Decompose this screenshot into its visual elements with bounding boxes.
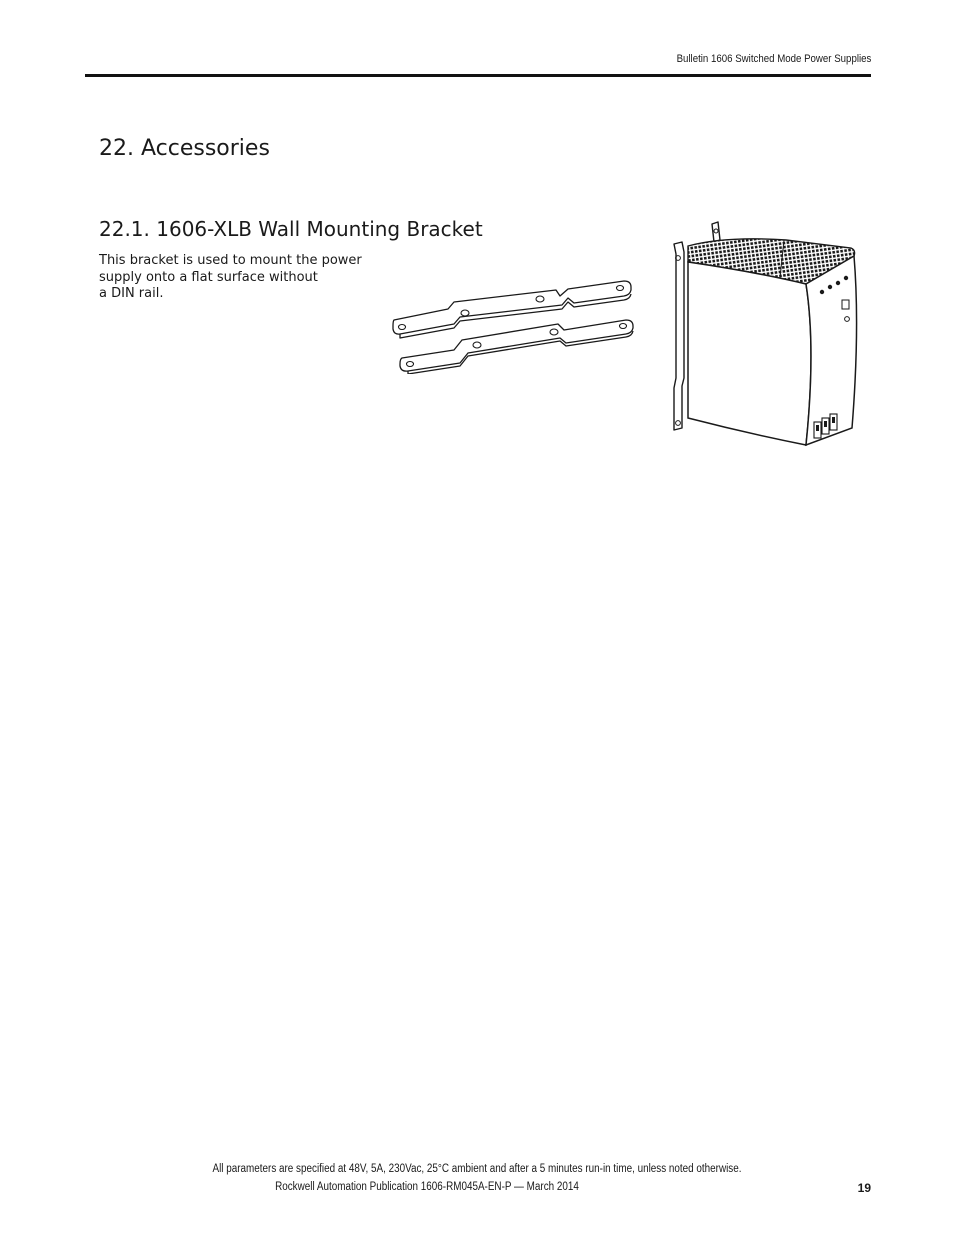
section-heading: 22. Accessories [99,136,270,161]
description-line: a DIN rail. [99,286,164,301]
bracket-description [99,253,379,303]
subsection-heading: 22.1. 1606-XLB Wall Mounting Bracket [99,217,483,241]
header-rule [85,74,871,77]
power-supply-with-bracket-drawing [666,218,862,450]
description-line: This bracket is used to mount the power [99,253,362,268]
footer-publication: Rockwell Automation Publication 1606-RM045A-EN-P — March 2014 [275,1181,579,1193]
wall-mounting-bracket-pair-drawing [388,276,636,374]
page-number: 19 [857,1181,871,1195]
footer-parameters-note: All parameters are specified at 48V, 5A, 230Vac, 25°C ambient and after a 5 minutes run-in time, unless noted otherwise. [212,1163,742,1175]
description-line: supply onto a flat surface without [99,269,318,285]
running-header-title: Bulletin 1606 Switched Mode Power Supplies [676,53,871,65]
